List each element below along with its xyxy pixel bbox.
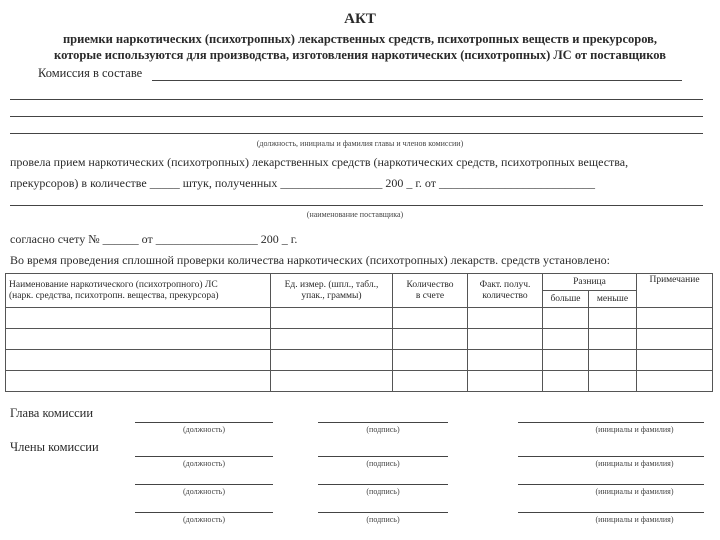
table-row — [6, 371, 713, 392]
signature-caption: (подпись) — [366, 487, 400, 496]
commission-label: Комиссия в составе — [38, 66, 143, 80]
commission-fill-line[interactable] — [10, 133, 703, 134]
commission-members-label: Члены комиссии — [10, 440, 99, 454]
supplier-caption: (наименование поставщика) — [306, 210, 404, 219]
supplier-fill-line[interactable] — [10, 205, 703, 206]
signature-line[interactable] — [318, 484, 448, 485]
document-subtitle-line1: приемки наркотических (психотропных) лекарственных средств, психотропных веществ и прекурсоров, — [62, 32, 658, 46]
initials-line[interactable] — [518, 512, 704, 513]
col-header-unit: Ед. измер. (шпл., табл., упак., граммы) — [271, 274, 393, 308]
acceptance-text-line2: прекурсоров) в количестве _____ штук, полученных _________________ 200 _ г. от __________________________ — [10, 176, 596, 190]
position-line[interactable] — [135, 456, 273, 457]
signature-caption: (подпись) — [366, 459, 400, 468]
position-line[interactable] — [135, 422, 273, 423]
table-row — [6, 350, 713, 371]
commission-caption: (должность, инициалы и фамилия главы и членов комиссии) — [256, 139, 464, 148]
position-line[interactable] — [135, 484, 273, 485]
document-subtitle-line2: которые используются для производства, изготовления наркотических (психотропных) ЛС от поставщиков — [54, 48, 666, 62]
position-caption: (должность) — [183, 425, 225, 434]
signature-line[interactable] — [318, 512, 448, 513]
col-header-note: Примечание — [637, 274, 713, 308]
commission-fill-line[interactable] — [10, 99, 703, 100]
signature-caption: (подпись) — [366, 425, 400, 434]
position-line[interactable] — [135, 512, 273, 513]
col-header-difference: Разница — [543, 274, 637, 291]
table-row — [6, 329, 713, 350]
initials-caption: (инициалы и фамилия) — [595, 425, 674, 434]
position-caption: (должность) — [183, 487, 225, 496]
table-row — [6, 308, 713, 329]
commission-fill-line[interactable] — [152, 80, 682, 81]
acceptance-table — [5, 273, 713, 392]
col-header-invoice-qty: Количество в счете — [393, 274, 468, 308]
position-caption: (должность) — [183, 515, 225, 524]
document-title: АКТ — [344, 11, 376, 27]
check-statement: Во время проведения сплошной проверки количества наркотических (психотропных) лекарств. средств установлено: — [10, 253, 611, 267]
invoice-line: согласно счету № ______ от _________________ 200 _ г. — [10, 232, 298, 246]
signature-line[interactable] — [318, 456, 448, 457]
signature-caption: (подпись) — [366, 515, 400, 524]
col-header-name: Наименование наркотического (психотропного) ЛС (нарк. средства, психотропн. вещества, прекурсора) — [6, 274, 271, 308]
position-caption: (должность) — [183, 459, 225, 468]
initials-line[interactable] — [518, 422, 704, 423]
col-header-less: меньше — [589, 291, 637, 308]
col-header-more: больше — [543, 291, 589, 308]
acceptance-text-line1: провела прием наркотических (психотропных) лекарственных средств (наркотических средств, психотропных вещества, — [10, 155, 629, 169]
initials-line[interactable] — [518, 456, 704, 457]
initials-caption: (инициалы и фамилия) — [595, 487, 674, 496]
initials-line[interactable] — [518, 484, 704, 485]
initials-caption: (инициалы и фамилия) — [595, 459, 674, 468]
initials-caption: (инициалы и фамилия) — [595, 515, 674, 524]
commission-fill-line[interactable] — [10, 116, 703, 117]
head-of-commission-label: Глава комиссии — [10, 406, 94, 420]
signature-line[interactable] — [318, 422, 448, 423]
col-header-actual-qty: Факт. получ. количество — [468, 274, 543, 308]
